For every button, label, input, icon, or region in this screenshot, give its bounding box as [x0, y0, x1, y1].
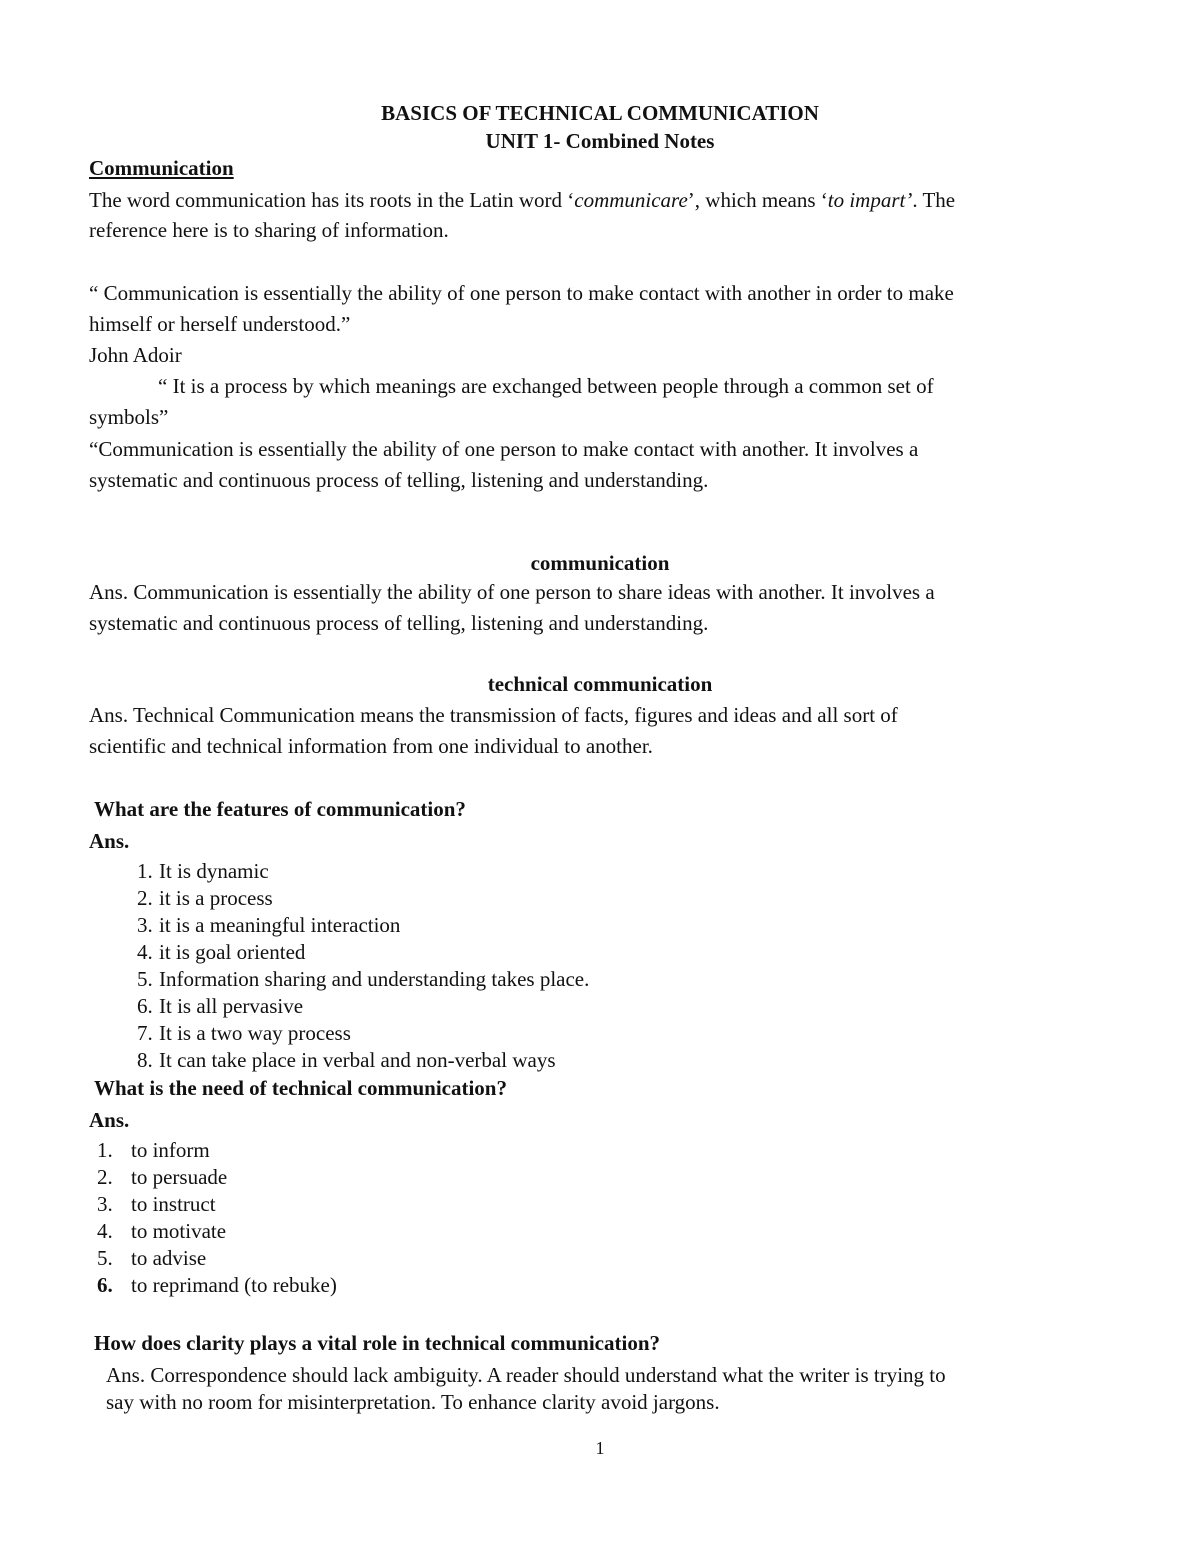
list-item-text: it is a meaningful interaction	[159, 913, 401, 937]
list-item-number: 7.	[137, 1021, 153, 1045]
latin-word: communicare	[574, 188, 688, 212]
meaning-phrase: to impart’	[827, 188, 913, 212]
list-item	[137, 991, 303, 1021]
list-item-text: It is all pervasive	[159, 994, 304, 1018]
list-item-text: to instruct	[131, 1192, 216, 1216]
list-item-number: 6.	[97, 1273, 113, 1297]
quote-line: systematic and continuous process of telling, listening and understanding.	[89, 468, 709, 492]
quote-author: John Adoir	[89, 343, 182, 367]
paragraph-etymology-line1	[89, 185, 955, 215]
definition-text-line: scientific and technical information from one individual to another.	[89, 734, 653, 758]
quote-line: “ Communication is essentially the ability of one person to make contact with another in order to make	[89, 281, 954, 305]
list-item	[97, 1270, 337, 1300]
definition-text-line: systematic and continuous process of telling, listening and understanding.	[89, 611, 709, 635]
quote-line: himself or herself understood.”	[89, 312, 351, 336]
answer-label: Ans.	[89, 829, 130, 853]
document-subtitle: UNIT 1- Combined Notes	[485, 129, 715, 153]
list-item-text: It can take place in verbal and non-verbal ways	[159, 1048, 556, 1072]
list-item-text: to reprimand (to rebuke)	[131, 1273, 337, 1297]
list-item-text: It is dynamic	[159, 859, 269, 883]
list-item	[137, 883, 273, 913]
list-item-text: Information sharing and understanding takes place.	[159, 967, 590, 991]
list-item	[137, 856, 269, 886]
list-item	[97, 1189, 216, 1219]
list-item-number: 3.	[97, 1192, 113, 1216]
list-item-number: 1.	[97, 1138, 113, 1162]
quote-line: “Communication is essentially the ability of one person to make contact with another. It involves a	[89, 437, 919, 461]
list-item-text: to advise	[131, 1246, 207, 1270]
quote-line: “ It is a process by which meanings are exchanged between people through a common set of	[158, 374, 934, 398]
list-item-text: It is a two way process	[159, 1021, 351, 1045]
paragraph-etymology-line2: reference here is to sharing of information.	[89, 218, 449, 242]
answer-label: Ans.	[89, 1108, 130, 1132]
text-run: . The	[912, 188, 956, 212]
page-number: 1	[595, 1438, 605, 1458]
text-run: The word communication has its roots in the Latin word ‘	[89, 188, 575, 212]
answer-text-line: say with no room for misinterpretation. To enhance clarity avoid jargons.	[106, 1390, 720, 1414]
list-item-number: 1.	[137, 859, 153, 883]
list-item	[137, 1018, 351, 1048]
section-heading-communication: Communication	[89, 156, 234, 180]
definition-heading-communication: communication	[530, 551, 670, 575]
list-item-text: it is goal oriented	[159, 940, 306, 964]
list-item	[97, 1162, 227, 1192]
list-item	[137, 964, 589, 994]
list-item	[97, 1243, 206, 1273]
list-item	[137, 910, 400, 940]
definition-text-line: Ans. Technical Communication means the transmission of facts, figures and ideas and all sort of	[89, 703, 898, 727]
list-item-number: 2.	[137, 886, 153, 910]
list-item	[137, 937, 305, 967]
list-item-text: it is a process	[159, 886, 273, 910]
list-item-number: 6.	[137, 994, 153, 1018]
quote-line: symbols”	[89, 405, 169, 429]
list-item-number: 2.	[97, 1165, 113, 1189]
list-item-number: 4.	[137, 940, 153, 964]
question-need: What is the need of technical communication?	[94, 1076, 507, 1100]
list-item-text: to motivate	[131, 1219, 227, 1243]
list-item	[137, 1045, 556, 1075]
list-item-number: 8.	[137, 1048, 153, 1072]
document-title: BASICS OF TECHNICAL COMMUNICATION	[381, 101, 819, 125]
question-clarity: How does clarity plays a vital role in technical communication?	[94, 1331, 660, 1355]
list-item	[97, 1216, 226, 1246]
list-item-number: 3.	[137, 913, 153, 937]
definition-text-line: Ans. Communication is essentially the ability of one person to share ideas with another. It involves a	[89, 580, 935, 604]
list-item-text: to inform	[131, 1138, 210, 1162]
answer-text-line: Ans. Correspondence should lack ambiguity. A reader should understand what the writer is trying to	[106, 1363, 946, 1387]
list-item-number: 5.	[137, 967, 153, 991]
list-item	[97, 1135, 210, 1165]
text-run: ’, which means ‘	[687, 188, 828, 212]
list-item-number: 5.	[97, 1246, 113, 1270]
list-item-number: 4.	[97, 1219, 113, 1243]
list-item-text: to persuade	[131, 1165, 228, 1189]
question-features: What are the features of communication?	[94, 797, 466, 821]
definition-heading-technical: technical communication	[487, 672, 713, 696]
